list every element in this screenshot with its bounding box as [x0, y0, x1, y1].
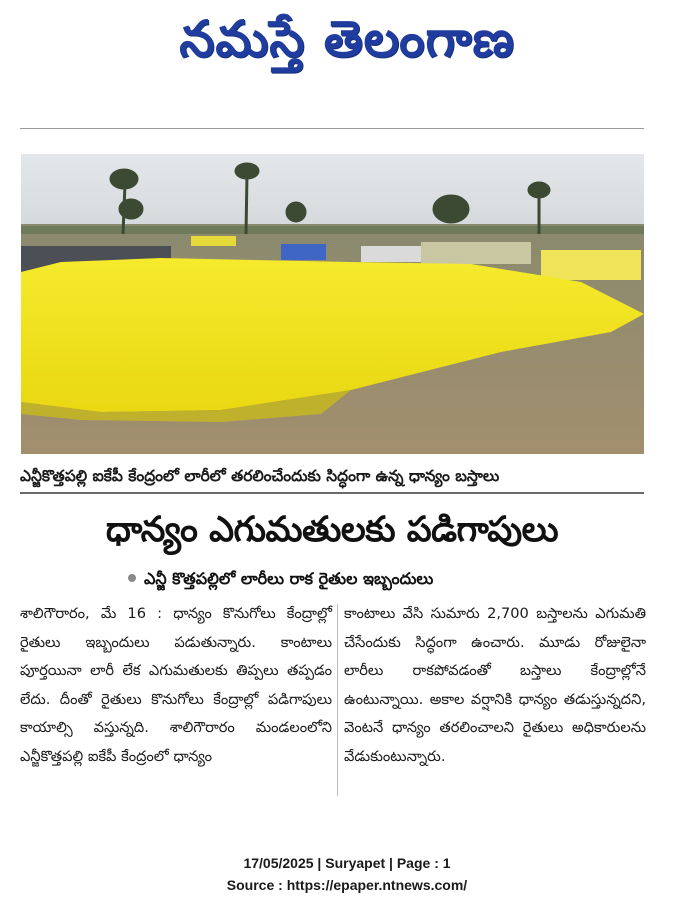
newspaper-logo: నమస్తే తెలంగాణ	[179, 10, 515, 68]
article-body-left-column: శాలిగౌరారం, మే 16 : ధాన్యం కొనుగోలు కేంద్రాల్లో రైతులు ఇబ్బందులు పడుతున్నారు. కాంటాలు పూర్తయినా లారీ లేక ఎగుమతులకు తిప్పలు తప్పడం లేదు. దీంతో రైతులు కొనుగోలు కేంద్రాల్లో పడిగాపులు కాయాల్సి వస్తున్నది. శాలిగౌరారం మండలంలోని ఎన్జీకొత్తపల్లి ఐకేపీ కేంద్రంలో ధాన్యం	[20, 605, 332, 765]
page-footer	[0, 852, 694, 896]
column-divider	[337, 604, 338, 796]
caption-divider	[20, 492, 644, 494]
article-subheadline	[128, 566, 588, 592]
news-photo	[21, 154, 644, 454]
top-divider	[20, 128, 644, 129]
photo-caption: ఎన్జీకొత్తపల్లి ఐకేపీ కేంద్రంలో లారీలో తరలించేందుకు సిద్ధంగా ఉన్న ధాన్యం బస్తాలు	[20, 467, 500, 485]
footer-edition-info: 17/05/2025 | Suryapet | Page : 1	[243, 855, 451, 871]
article-headline: ధాన్యం ఎగుమతులకు పడిగాపులు	[105, 510, 559, 550]
footer-source-link[interactable]: Source : https://epaper.ntnews.com/	[226, 877, 468, 893]
article-body-right-column: కాంటాలు వేసి సుమారు 2,700 బస్తాలను ఎగుమతి చేసేందుకు సిద్ధంగా ఉంచారు. మూడు రోజులైనా లారీలు రాకపోవడంతో బస్తాలు కేంద్రాల్లోనే ఉంటున్నాయి. అకాల వర్షానికి ధాన్యం తడుస్తున్నదని, వెంటనే ధాన్యం తరలించాలని రైతులు అధికారులను వేడుకుంటున్నారు.	[344, 605, 646, 765]
masthead	[0, 8, 694, 70]
subhead-text: ఎన్జీ కొత్తపల్లిలో లారీలు రాక రైతుల ఇబ్బందులు	[144, 569, 434, 588]
bullet-icon	[128, 574, 136, 582]
